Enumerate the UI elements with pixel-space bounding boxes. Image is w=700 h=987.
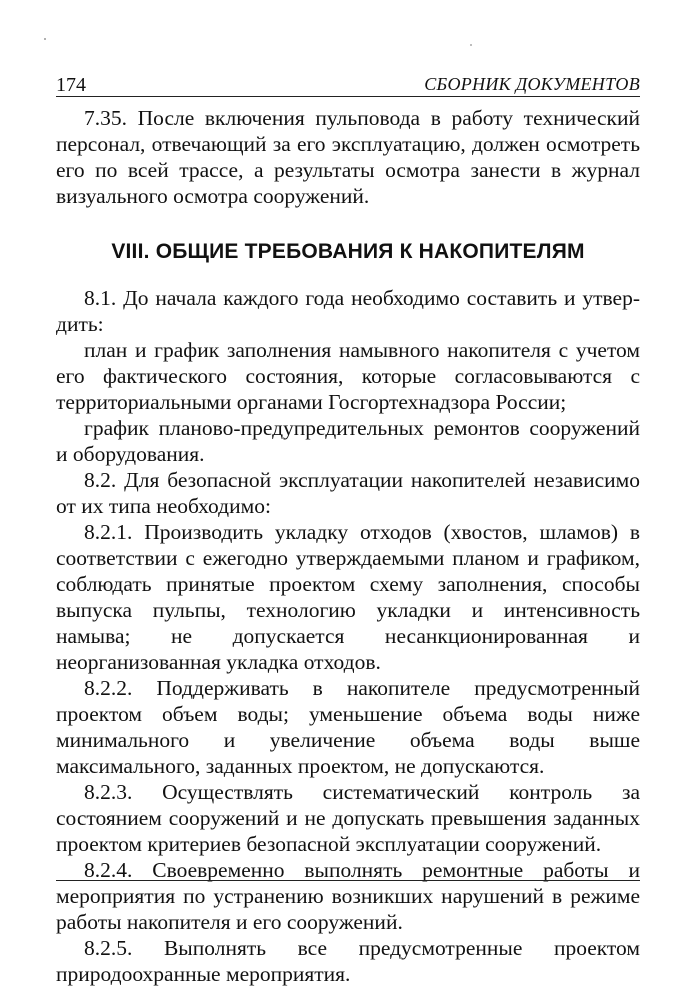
paragraph-plan: план и график заполнения намывного накопителя с учетом его фактического состояния, которые согласовываются с территориальными органами Госгортехнадзора России; [56,338,640,414]
paragraph-8-2-1: 8.2.1. Производить укладку отходов (хвостов, шламов) в соответствии с ежегодно утверждаемыми планом и графиком, соблюдать принятые проектом схему заполнения, способы выпуска пульпы, технологию укладки и интенсивность намыва; не допускается несанкционированная и неорганизованная укладка отходов. [56,520,640,674]
paragraph-8-2-5: 8.2.5. Выполнять все предусмотренные проектом природоохранные мероприятия. [56,936,640,986]
paragraph-8-2-4: 8.2.4. Своевременно выполнять ремонтные работы и мероприятия по устранению возникших нарушений в режиме работы накопителя и его сооружений. [56,858,640,934]
page-content [56,105,640,987]
running-title: СБОРНИК ДОКУМЕНТОВ [424,74,640,94]
scan-speck [470,44,472,46]
paragraph-8-2-2: 8.2.2. Поддерживать в накопителе предусмотренный проектом объем воды; уменьшение объема воды ниже минимального и увеличение объема воды выше максимального, заданных проектом, не допускаются. [56,676,640,778]
running-head [56,70,640,97]
scan-speck [44,38,46,40]
section-title: VIII. ОБЩИЕ ТРЕБОВАНИЯ К НАКОПИТЕЛЯМ [111,240,585,263]
document-page [56,70,640,987]
paragraph-8-2: 8.2. Для безопасной эксплуатации накопителей независимо от их типа необходимо: [56,468,640,518]
bottom-rule [56,880,640,881]
paragraph-7-35: 7.35. После включения пульповода в работу технический персонал, отвечающий за его эксплуатацию, должен осмотреть его по всей трассе, а результаты осмотра занести в журнал визуального осмотра сооружений. [56,106,640,208]
page-number: 174 [56,74,86,96]
paragraph-8-1: 8.1. До начала каждого года необходимо составить и утвердить: [56,286,640,336]
paragraph-schedule: график планово-предупредительных ремонтов сооружений и оборудования. [56,416,640,466]
paragraph-8-2-3: 8.2.3. Осуществлять систематический контроль за состоянием сооружений и не допускать превышения заданных проектом критериев безопасной эксплуатации сооружений. [56,780,640,856]
